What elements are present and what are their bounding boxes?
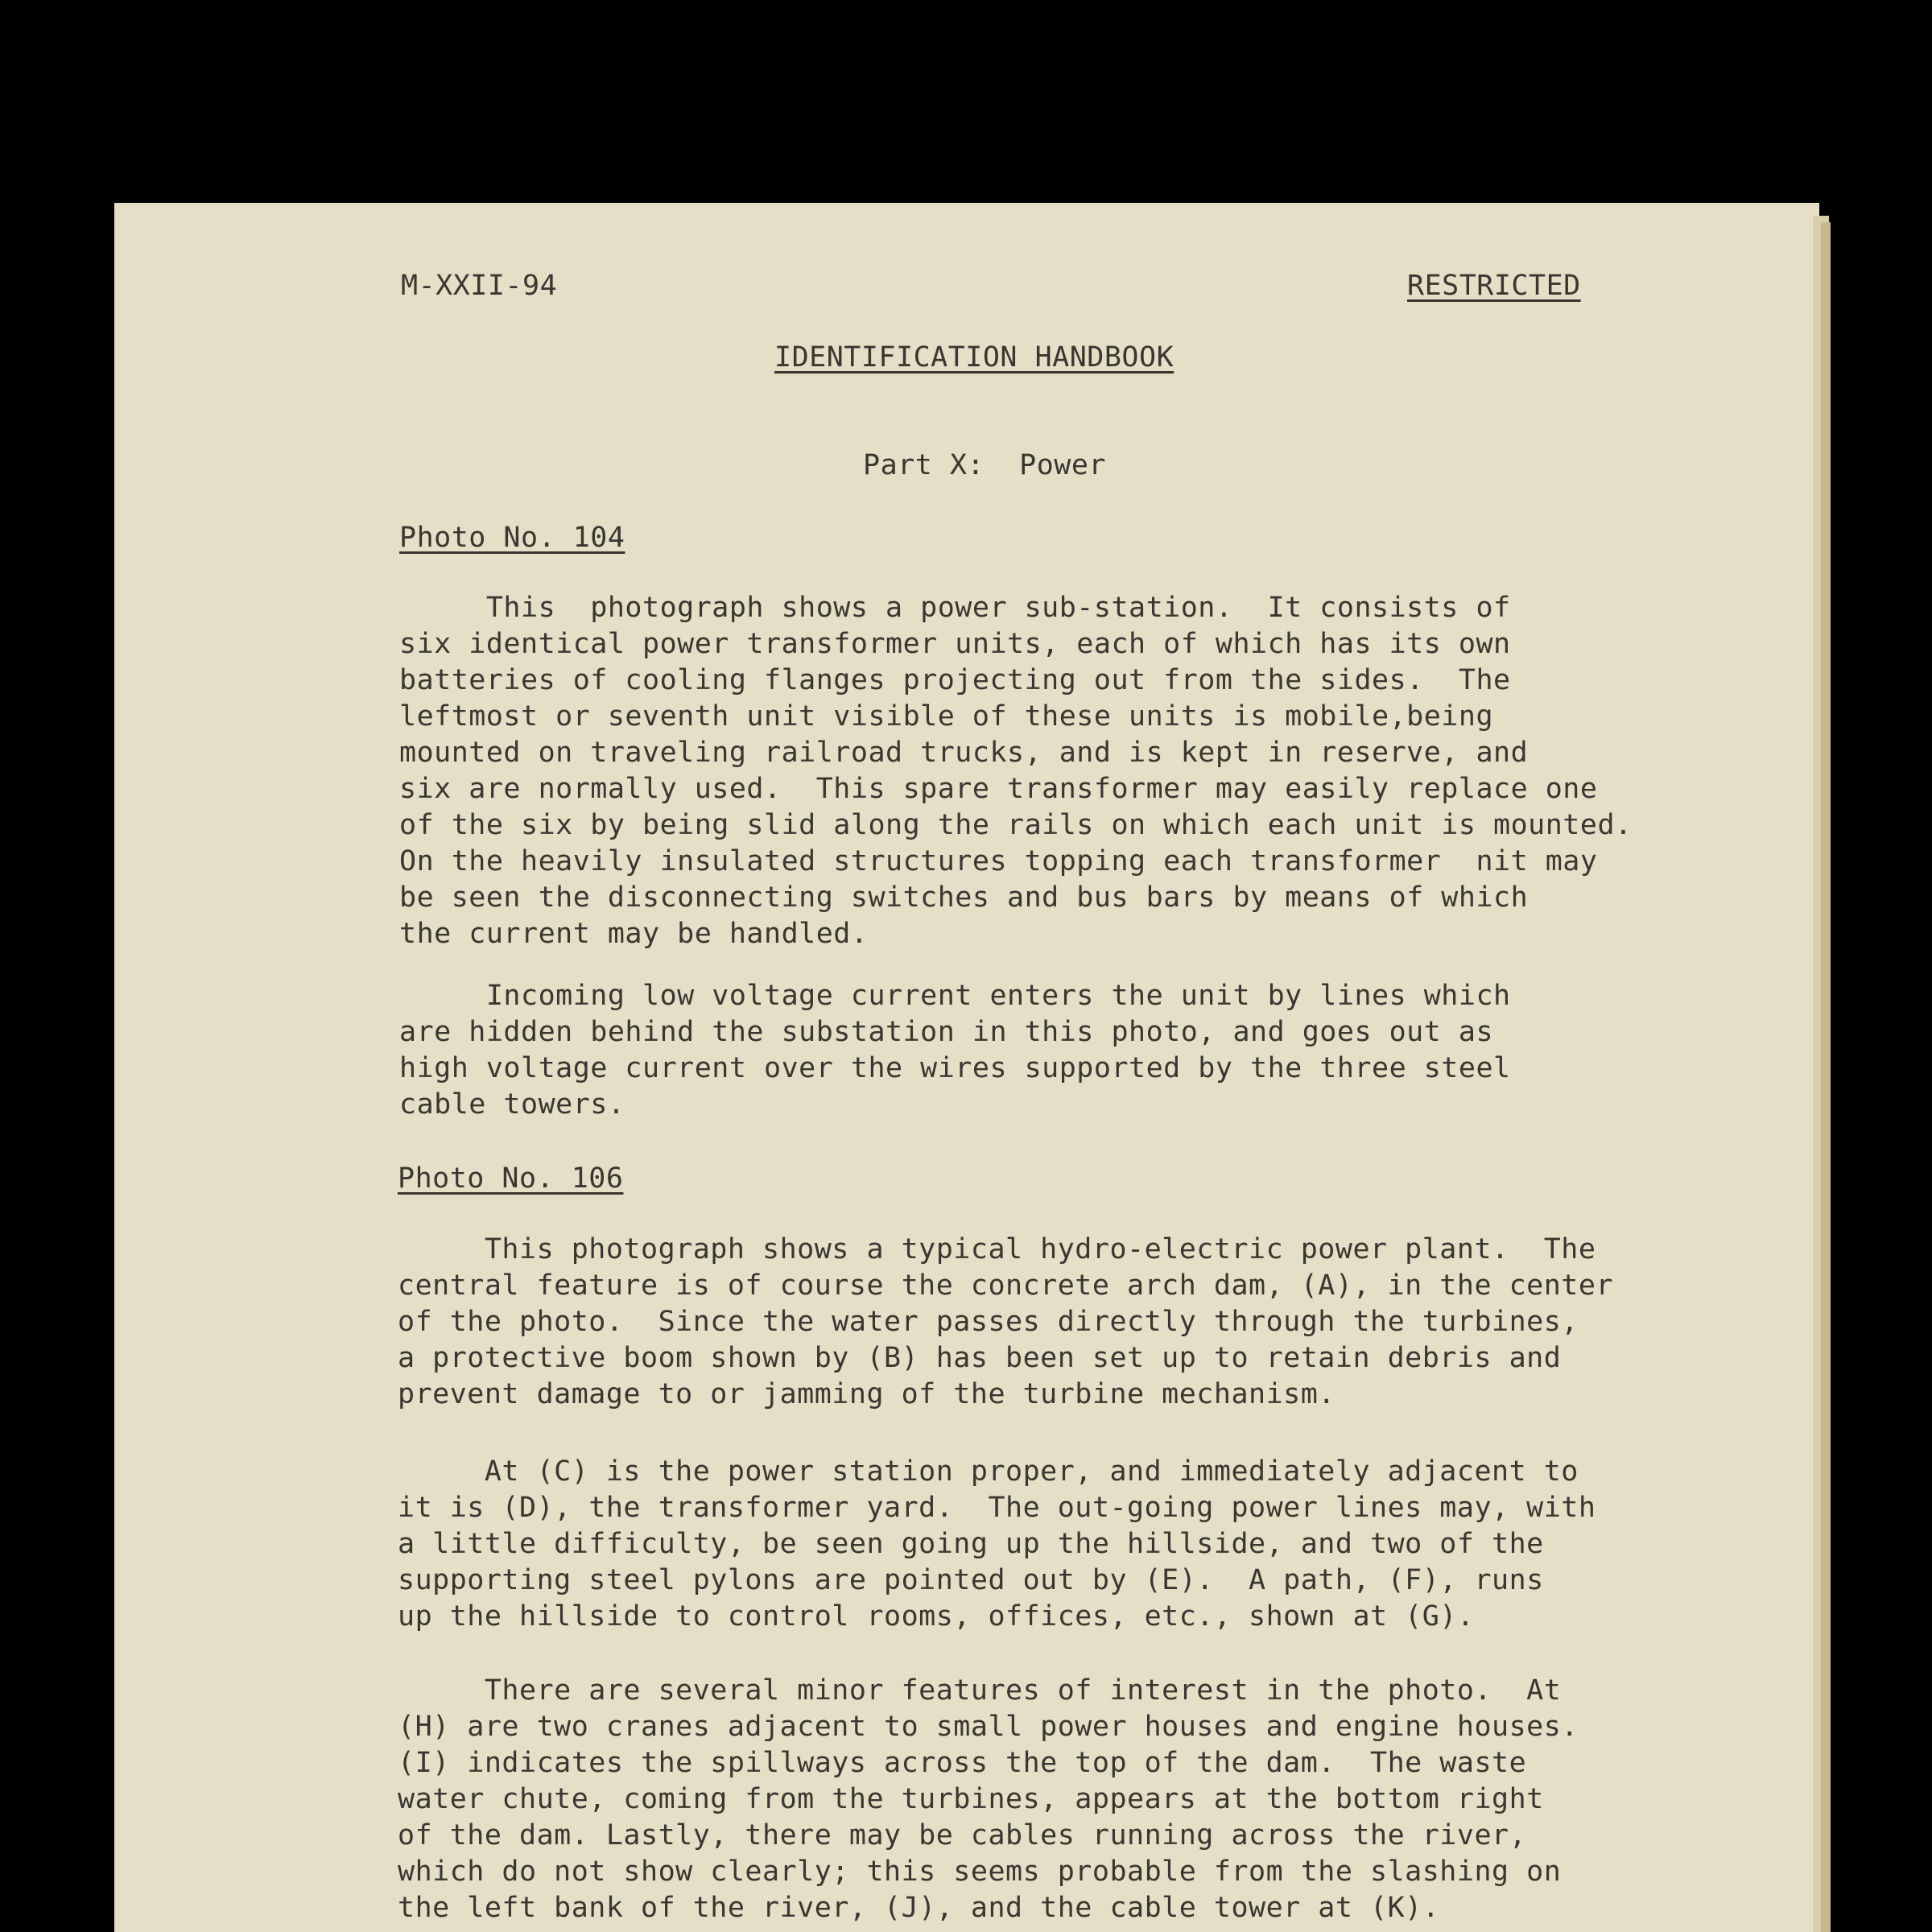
text-line: (I) indicates the spillways across the top of the dam. The waste (398, 1747, 1527, 1779)
paragraph-104-1 (399, 590, 1633, 952)
paragraph-106-1 (398, 1232, 1613, 1413)
paragraph-106-3 (398, 1673, 1579, 1926)
text-line: of the six by being slid along the rails on which each unit is mounted. (399, 809, 1633, 841)
text-line: six identical power transformer units, each of which has its own (399, 628, 1511, 660)
paragraph-104-2 (399, 978, 1511, 1123)
text-line: supporting steel pylons are pointed out by (E). A path, (F), runs (398, 1564, 1544, 1596)
text-line: On the heavily insulated structures topping each transformer nit may (399, 845, 1598, 877)
text-line: Incoming low voltage current enters the unit by lines which (399, 980, 1511, 1012)
paragraph-106-2 (398, 1454, 1596, 1635)
text-line: batteries of cooling flanges projecting out from the sides. The (399, 664, 1511, 696)
text-line: leftmost or seventh unit visible of these units is mobile,being (399, 700, 1494, 733)
text-line: central feature is of course the concrete arch dam, (A), in the center (398, 1269, 1614, 1302)
section-heading-photo-106: Photo No. 106 (398, 1162, 624, 1195)
text-line: be seen the disconnecting switches and bus bars by means of which (399, 881, 1529, 914)
text-line: This photograph shows a typical hydro-electric power plant. The (398, 1233, 1596, 1265)
text-line: six are normally used. This spare transformer may easily replace one (399, 773, 1598, 805)
text-line: the left bank of the river, (J), and the cable tower at (K). (398, 1892, 1440, 1924)
text-line: of the dam. Lastly, there may be cables running across the river, (398, 1819, 1527, 1852)
text-line: prevent damage to or jamming of the turbine mechanism. (398, 1378, 1335, 1410)
part-heading: Part X: Power (863, 449, 1107, 481)
text-line: up the hillside to control rooms, offices, etc., shown at (G). (398, 1600, 1475, 1633)
text-line: high voltage current over the wires supported by the three steel (399, 1052, 1511, 1084)
text-line: water chute, coming from the turbines, appears at the bottom right (398, 1783, 1544, 1815)
text-line: cable towers. (399, 1088, 625, 1121)
text-line: (H) are two cranes adjacent to small power houses and engine houses. (398, 1711, 1579, 1743)
text-line: are hidden behind the substation in this photo, and goes out as (399, 1016, 1494, 1048)
text-line: mounted on traveling railroad trucks, and is kept in reserve, and (399, 737, 1529, 769)
document-title: IDENTIFICATION HANDBOOK (774, 341, 1174, 374)
text-line: There are several minor features of interest in the photo. At (398, 1674, 1562, 1707)
document-id: M-XXII-94 (401, 270, 558, 302)
text-line: At (C) is the power station proper, and immediately adjacent to (398, 1455, 1579, 1488)
page-edge-stack-shadow (1821, 222, 1831, 1932)
text-line: a little difficulty, be seen going up the hillside, and two of the (398, 1528, 1544, 1560)
text-line: a protective boom shown by (B) has been set up to retain debris and (398, 1342, 1562, 1374)
section-heading-photo-104: Photo No. 104 (399, 522, 625, 554)
text-line: it is (D), the transformer yard. The out-going power lines may, with (398, 1492, 1596, 1524)
text-line: of the photo. Since the water passes directly through the turbines, (398, 1306, 1579, 1338)
classification-marking: RESTRICTED (1407, 270, 1581, 302)
text-line: which do not show clearly; this seems probable from the slashing on (398, 1856, 1562, 1888)
text-line: the current may be handled. (399, 918, 869, 950)
text-line: This photograph shows a power sub-station. It consists of (399, 592, 1511, 624)
